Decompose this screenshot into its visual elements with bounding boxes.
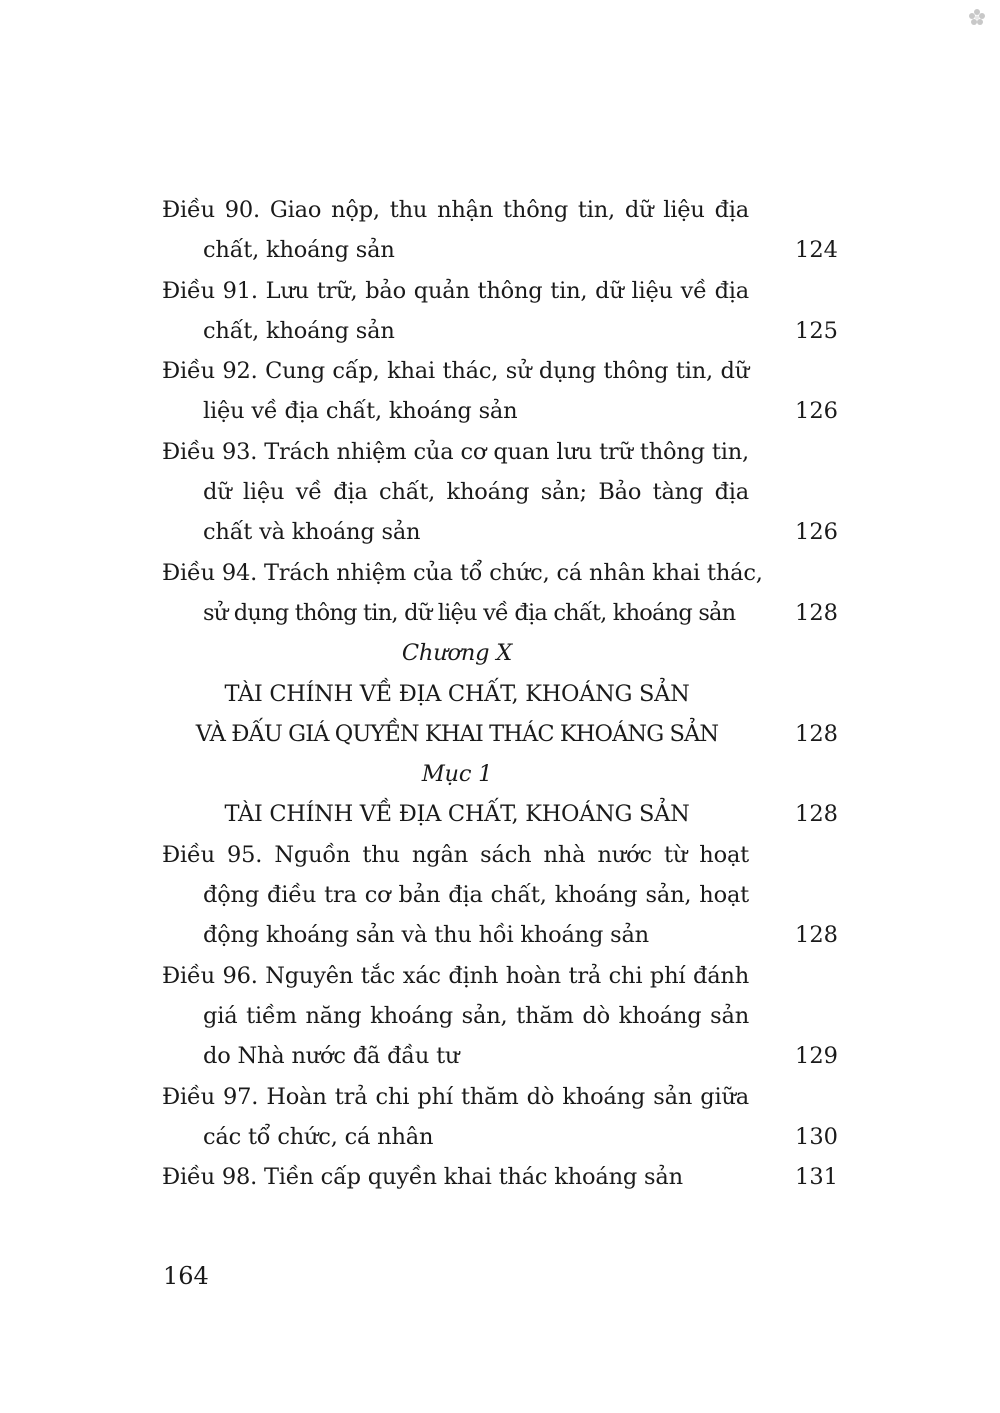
section-label: Mục 1	[421, 761, 493, 788]
chapter-title-line: TÀI CHÍNH VỀ ĐỊA CHẤT, KHOÁNG SẢN	[224, 680, 690, 707]
flower-icon	[968, 8, 986, 26]
page-number: 130	[795, 1123, 838, 1150]
toc-entry-line: liệu về địa chất, khoáng sản 126	[162, 391, 838, 431]
page-number: 125	[795, 317, 838, 344]
page-number: 126	[795, 398, 838, 425]
toc-entry-line: Điều 92. Cung cấp, khai thác, sử dụng thông tin, dữ	[162, 358, 749, 385]
section-title: TÀI CHÍNH VỀ ĐỊA CHẤT, KHOÁNG SẢN 128	[162, 794, 838, 834]
page-number: 128	[795, 922, 838, 949]
toc-entry-line: dữ liệu về địa chất, khoáng sản; Bảo tàng địa	[203, 479, 749, 506]
toc-entry-line: động điều tra cơ bản địa chất, khoáng sản, hoạt	[203, 882, 749, 909]
toc-entry-line: Điều 98. Tiền cấp quyền khai thác khoáng sản 131	[162, 1157, 838, 1197]
folio-page-number: 164	[163, 1262, 209, 1290]
chapter-label: Chương X	[401, 640, 513, 667]
page-number: 128	[795, 599, 838, 626]
toc-entry-line: chất và khoáng sản 126	[162, 512, 838, 552]
toc-entry-line: do Nhà nước đã đầu tư 129	[162, 1036, 838, 1076]
toc-entry-line: Điều 94. Trách nhiệm của tổ chức, cá nhân khai thác,	[162, 559, 763, 586]
chapter-title-line: VÀ ĐẤU GIÁ QUYỀN KHAI THÁC KHOÁNG SẢN 128	[162, 714, 838, 754]
page-number: 124	[795, 237, 838, 264]
toc-entry-line: Điều 96. Nguyên tắc xác định hoàn trả chi phí đánh	[162, 962, 749, 989]
table-of-contents	[162, 190, 838, 1197]
page-number: 128	[795, 720, 838, 747]
page-number: 126	[795, 519, 838, 546]
page-number: 129	[795, 1043, 838, 1070]
toc-entry-line: Điều 97. Hoàn trả chi phí thăm dò khoáng sản giữa	[162, 1083, 749, 1110]
toc-entry-line: sử dụng thông tin, dữ liệu về địa chất, khoáng sản 128	[162, 593, 838, 633]
toc-entry-line: giá tiềm năng khoáng sản, thăm dò khoáng sản	[203, 1002, 749, 1029]
toc-entry-line: động khoáng sản và thu hồi khoáng sản 128	[162, 915, 838, 955]
toc-entry-line: Điều 93. Trách nhiệm của cơ quan lưu trữ thông tin,	[162, 438, 749, 465]
toc-entry-line: các tổ chức, cá nhân 130	[162, 1117, 838, 1157]
page-number: 128	[795, 801, 838, 828]
toc-entry-line: chất, khoáng sản 125	[162, 311, 838, 351]
toc-entry-line: chất, khoáng sản 124	[162, 230, 838, 270]
toc-entry-line: Điều 91. Lưu trữ, bảo quản thông tin, dữ liệu về địa	[162, 277, 749, 304]
toc-entry-line: Điều 95. Nguồn thu ngân sách nhà nước từ hoạt	[162, 841, 749, 868]
toc-entry-line: Điều 90. Giao nộp, thu nhận thông tin, dữ liệu địa	[162, 197, 749, 223]
page-number: 131	[795, 1164, 838, 1191]
